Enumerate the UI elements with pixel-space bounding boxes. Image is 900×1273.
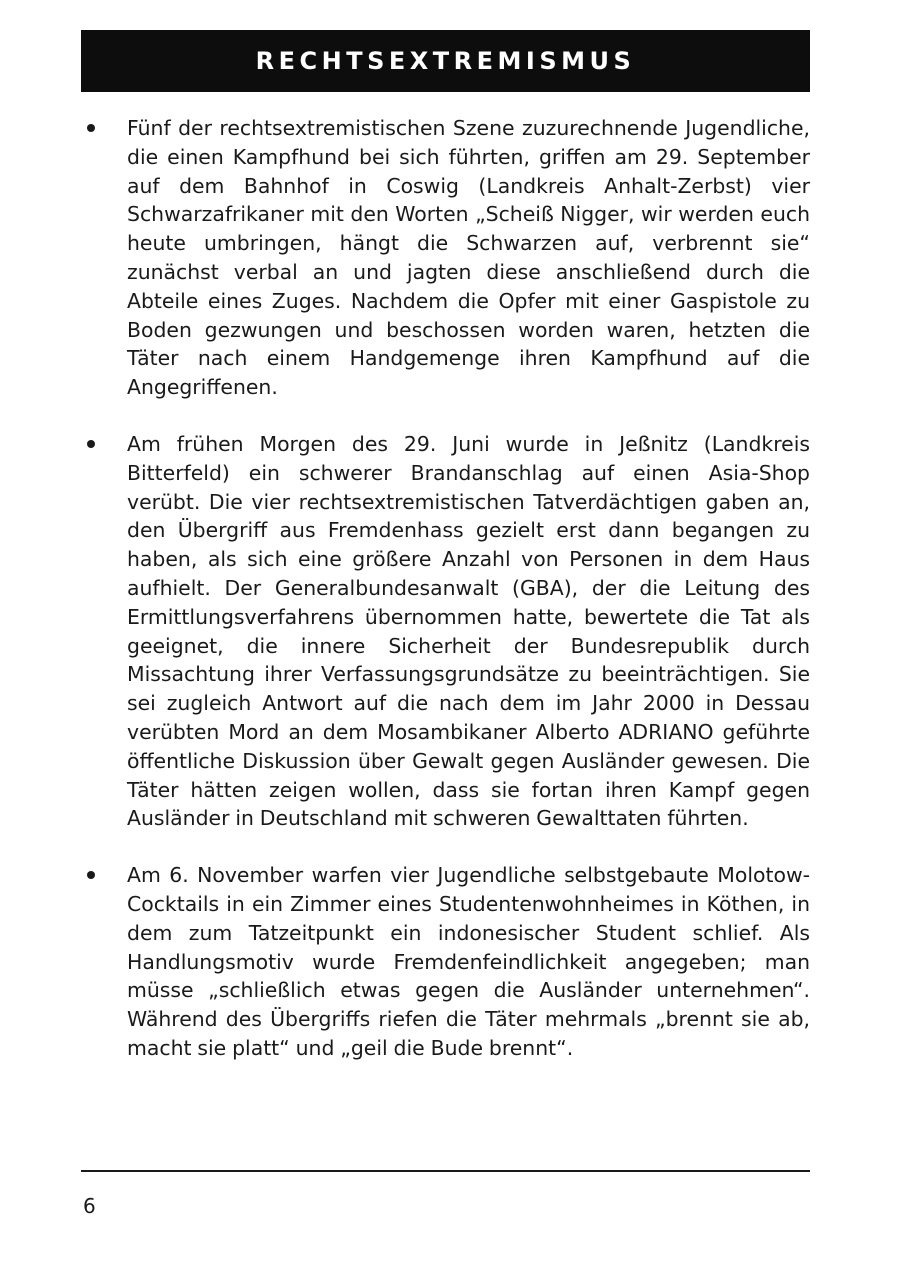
list-item xyxy=(81,430,810,833)
bullet-icon xyxy=(87,871,95,879)
list-item xyxy=(81,861,810,1063)
paragraph: Fünf der rechtsextremistischen Szene zuzurechnende Jugendliche, die einen Kampfhund bei sich führten, griffen am 29. September auf dem Bahnhof in Coswig (Landkreis Anhalt-Zerbst) vier Schwarzafrikaner mit den Worten „Scheiß Nigger, wir werden euch heute umbringen, hängt die Schwarzen auf, verbrennt sie“ zunächst verbal an und jagten diese anschließend durch die Abteile eines Zuges. Nachdem die Opfer mit einer Gaspistole zu Boden gezwungen und beschossen worden waren, hetzten die Täter nach einem Handgemenge ihren Kampfhund auf die Angegriffenen. xyxy=(127,116,810,400)
footer-divider xyxy=(81,1170,810,1172)
bullet-icon xyxy=(87,440,95,448)
list-item xyxy=(81,114,810,402)
bullet-list xyxy=(81,114,810,1063)
header-bar xyxy=(81,30,810,92)
page-title: RECHTSEXTREMISMUS xyxy=(255,47,636,75)
bullet-icon xyxy=(87,124,95,132)
paragraph: Am 6. November warfen vier Jugendliche selbstgebaute Molotow-Cocktails in ein Zimmer eines Studentenwohnheimes in Köthen, in dem zum Tatzeitpunkt ein indonesischer Student schlief. Als Handlungsmotiv wurde Fremdenfeindlichkeit angegeben; man müsse „schließlich etwas gegen die Ausländer unternehmen“. Während des Übergriffs riefen die Täter mehrmals „brennt sie ab, macht sie platt“ und „geil die Bude brennt“. xyxy=(127,863,810,1060)
paragraph: Am frühen Morgen des 29. Juni wurde in Jeßnitz (Landkreis Bitterfeld) ein schwerer Brandanschlag auf einen Asia-Shop verübt. Die vier rechtsextremistischen Tatverdächtigen gaben an, den Übergriff aus Fremdenhass gezielt erst dann begangen zu haben, als sich eine größere Anzahl von Personen in dem Haus aufhielt. Der Generalbundesanwalt (GBA), der die Leitung des Ermittlungsverfahrens übernommen hatte, bewertete die Tat als geeignet, die innere Sicherheit der Bundesrepublik durch Missachtung ihrer Verfassungsgrundsätze zu beeinträchtigen. Sie sei zugleich Antwort auf die nach dem im Jahr 2000 in Dessau verübten Mord an dem Mosambikaner Alberto ADRIANO geführte öffentliche Diskussion über Gewalt gegen Ausländer gewesen. Die Täter hätten zeigen wollen, dass sie fortan ihren Kampf gegen Ausländer in Deutschland mit schweren Gewalttaten führten. xyxy=(127,431,810,831)
page-number: 6 xyxy=(83,1194,96,1218)
